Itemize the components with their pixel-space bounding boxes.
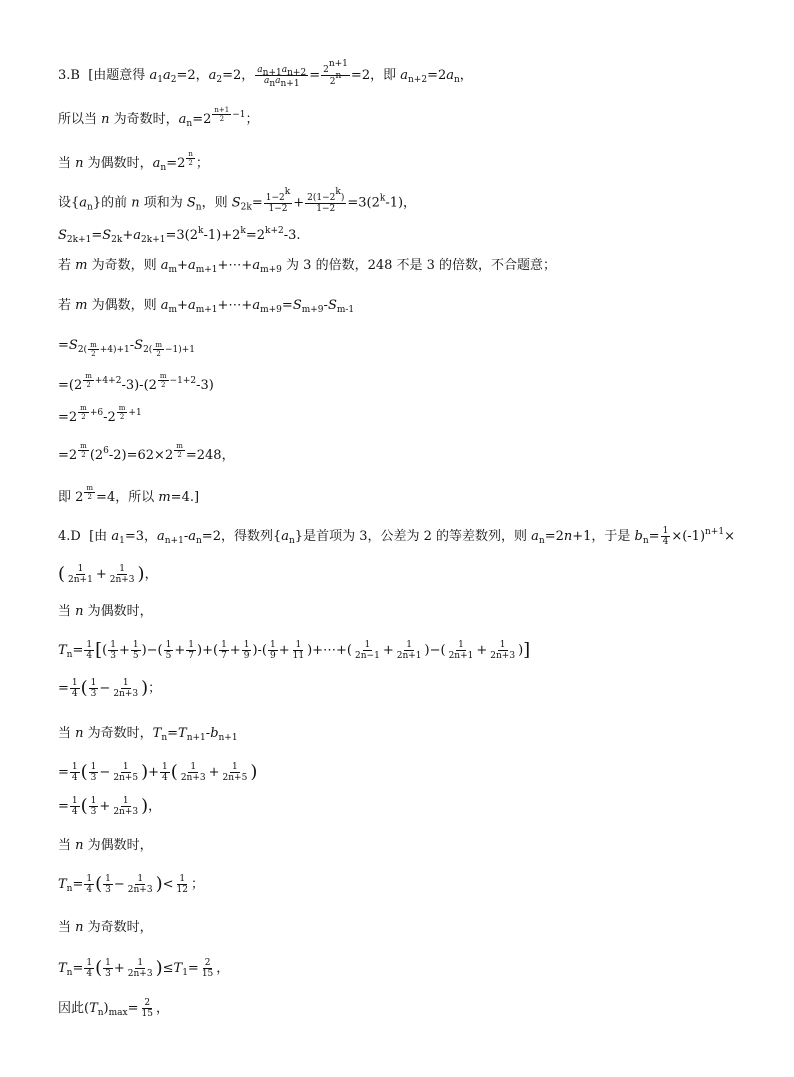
solution-4-line-1: 4.D [由 $a_1=3$，$a_{n+1}-a_n=2$，得数列$\{a_n\}$是首项为 3，公差为 2 的等差数列，则 $a_n=2n+1$，于是 $b_n=$ $\frac{1}{4}$ $\times(-1)^{n+1}\times$ [58,526,735,547]
solution-4-line-10: $T_n=$ $\frac{1}{4}$ ( $\frac{1}{3}$ − $\frac{1}{2n+3}$ )< $\frac{1}{12}$ ； [58,873,204,895]
solution-3-line-7: 若 m 为偶数，则 $a_m+a_{m+1}+\cdots+a_{m+9}=S_{m+9}-S_{m-1}$ [58,298,355,315]
solution-3-line-4: 设$\{a_n\}$的前 n 项和为 $S_n$，则 $S_{2k}=$ $\frac{1-2^k}{1-2}$ + $\frac{2(1-2^k)}{1-2}$ $=3(2^k-1)$， [58,187,417,214]
solution-4-line-6: 当 n 为奇数时，$T_n=T_{n+1}-b_{n+1}$ [58,726,238,743]
solution-4-line-8: = $\frac{1}{4}$ ( $\frac{1}{3}$ + $\frac{1}{2n+3}$ )， [58,795,162,817]
item-number-4: 4.D [58,529,81,544]
solution-4-line-12: $T_n=$ $\frac{1}{4}$ ( $\frac{1}{3}$ + $\frac{1}{2n+3}$ )$\le T_1=$ $\frac{2}{15}$ ， [58,957,230,979]
solution-4-line-3: 当 n 为偶数时， [58,604,153,619]
solution-3-line-3: 当 n 为偶数时，$a_n=2$ $^{\frac{n}{2}}$ ； [58,150,209,173]
solution-3-line-6: 若 m 为奇数，则 $a_m+a_{m+1}+\cdots+a_{m+9}$ 为 3 的倍数，248 不是 3 的倍数，不合题意； [58,258,557,275]
solution-4-line-11: 当 n 为奇数时， [58,920,153,935]
solution-4-line-2: ( $\frac{1}{2n+1}$ + $\frac{1}{2n+3}$ )， [58,563,158,585]
solution-3-line-8: $=S_{2( \frac{m}{2} +4)+1}-S_{2( \frac{m}{2} -1)+1}$ [58,338,195,358]
solution-3-line-5: $S_{2k+1}=S_{2k}+a_{2k+1}=3(2^k-1)+2^k=2^{k+2}-3$. [58,226,301,245]
solution-3-line-9: =(2 $^{\frac{m}{2} +4+2}$-3)-(2 $^{\frac{m}{2} -1+2}$-3) [58,372,214,393]
solution-4-line-9: 当 n 为偶数时， [58,838,153,853]
solution-3-line-11: =2 $^{\frac{m}{2}}$ $(2^6-2)=62\times 2$ $^{\frac{m}{2}}$ =248， [58,442,235,463]
solution-3-line-1: 3.B [由题意得 $a_1a_2=2$，$a_2=2$， $\frac{a_{n+1}a_{n+2}}{a_na_{n+1}}$ = $\frac{2^{n+1}}{2^n}$ =2，即 $a_{n+2}=2a_n$， [58,59,473,89]
solution-3-line-2: 所以当 n 为奇数时，$a_n=2$ $^{\frac{n+1}{2} -1}$； [58,106,259,129]
solution-4-line-5: = $\frac{1}{4}$ ( $\frac{1}{3}$ − $\frac{1}{2n+3}$ )； [58,677,162,699]
solution-4-line-7: = $\frac{1}{4}$ ( $\frac{1}{3}$ − $\frac{1}{2n+5}$ )+ $\frac{1}{4}$ ( $\frac{1}{2n+3}$ + $\frac{1}{2n+5}$ ) [58,761,258,783]
solution-3-line-10: =2 $^{\frac{m}{2} +6}$-2 $^{\frac{m}{2} +1}$ [58,404,142,425]
item-number-3: 3.B [58,68,80,83]
solution-4-line-4: $T_n=$ $\frac{1}{4}$ [( $\frac{1}{3}$ + $\frac{1}{5}$ )−( $\frac{1}{5}$ + $\frac{1}{7}$ )+( $\frac{1}{7}$ + $\frac{1}{9}$ )-( $\frac{1}{9}$ + $\frac{1}{11}$ )+⋯+( $\frac{1}{2n-1}$ + $\frac{1}{2n+1}$ )−( $\frac{1}{2n+1}$ + $\frac{1}{2n+3}$ )] [58,639,531,661]
solution-3-line-12: 即 2 $^{\frac{m}{2}}$ =4，所以 m=4.] [58,484,200,505]
solution-4-line-13: 因此$(T_n)_{max}=$ $\frac{2}{15}$ ， [58,998,169,1019]
